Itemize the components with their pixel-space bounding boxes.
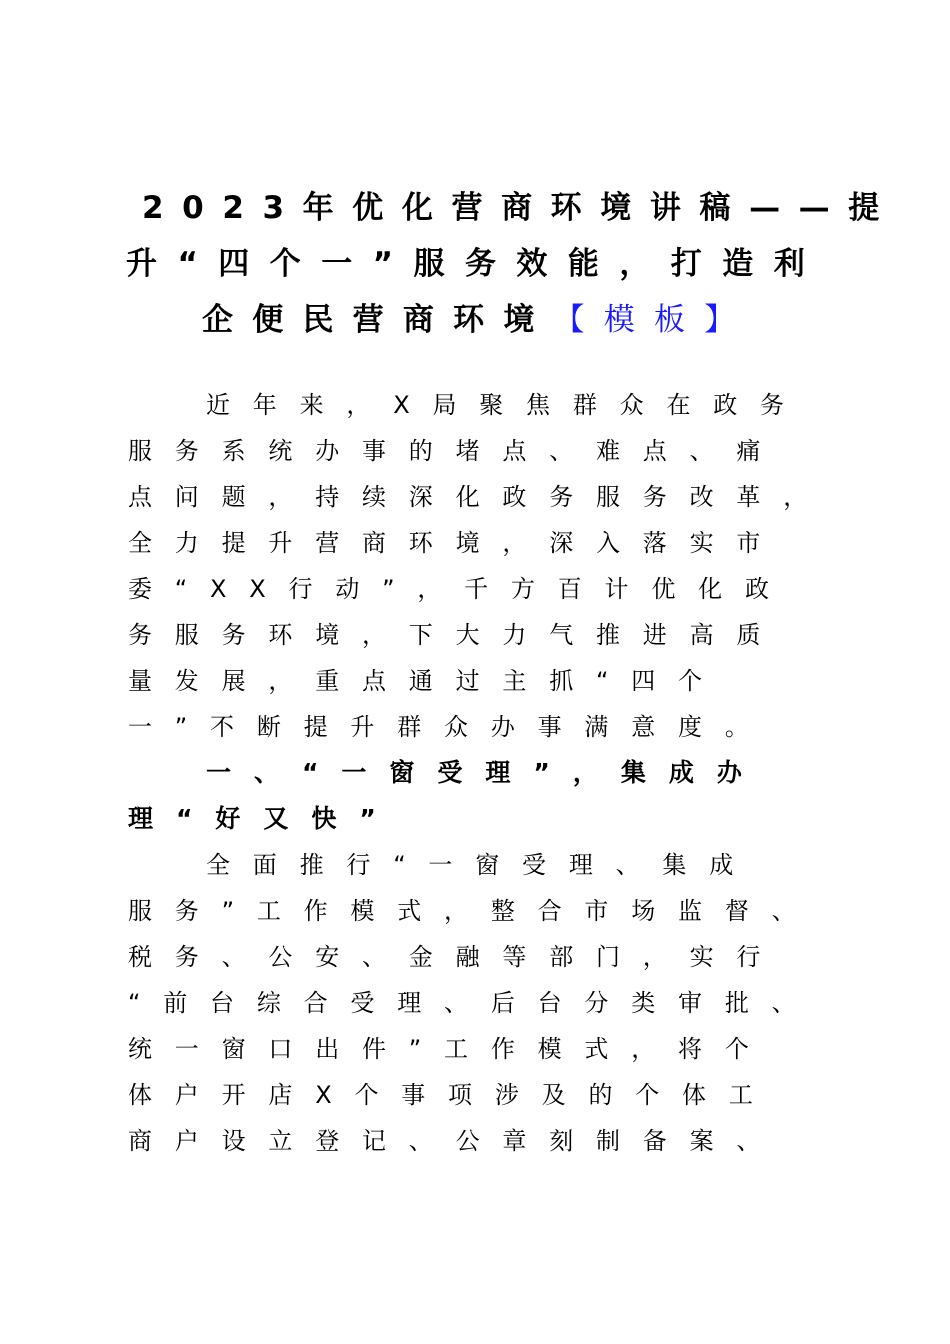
paragraph-line: 量发展，重点通过主抓“四个 bbox=[128, 667, 725, 695]
title-line: 升“四个一”服务效能，打造利 bbox=[126, 246, 826, 282]
paragraph-line: 税务、公安、金融等部门，实行 bbox=[128, 943, 784, 971]
paragraph-line: 全力提升营商环境，深入落实市 bbox=[128, 529, 784, 557]
title-line bbox=[120, 294, 830, 350]
paragraph-line: “前台综合受理、后台分类审批、 bbox=[128, 989, 819, 1017]
section-heading-line: 理“好又快” bbox=[128, 804, 399, 833]
paragraph-line: 务服务环境，下大力气推进高质 bbox=[128, 621, 784, 649]
paragraph-line: 近年来，X局聚焦群众在政务 bbox=[206, 391, 807, 419]
title-line-text: 企便民营商环境 bbox=[202, 302, 554, 338]
paragraph-line: 点问题，持续深化政务服务改革， bbox=[128, 483, 830, 511]
title-template-tag: 【模板】 bbox=[553, 302, 755, 338]
paragraph-line: 委“XX行动”，千方百计优化政 bbox=[128, 575, 792, 603]
document-body bbox=[128, 382, 868, 1164]
section-heading-line: 一、“一窗受理”，集成办 bbox=[206, 758, 765, 787]
paragraph-line: 统一窗口出件”工作模式，将个 bbox=[128, 1035, 772, 1063]
document-title bbox=[120, 182, 898, 350]
paragraph-line: 服务”工作模式，整合市场监督、 bbox=[128, 897, 819, 925]
title-line: 2023年优化营商环境讲稿——提 bbox=[142, 190, 898, 226]
paragraph-line: 商户设立登记、公章刻制备案、 bbox=[128, 1127, 784, 1155]
paragraph-line: 一”不断提升群众办事满意度。 bbox=[128, 713, 772, 741]
paragraph-line: 全面推行“一窗受理、集成 bbox=[206, 851, 757, 879]
paragraph-line: 体户开店X个事项涉及的个体工 bbox=[128, 1081, 776, 1109]
paragraph-line: 服务系统办事的堵点、难点、痛 bbox=[128, 437, 784, 465]
